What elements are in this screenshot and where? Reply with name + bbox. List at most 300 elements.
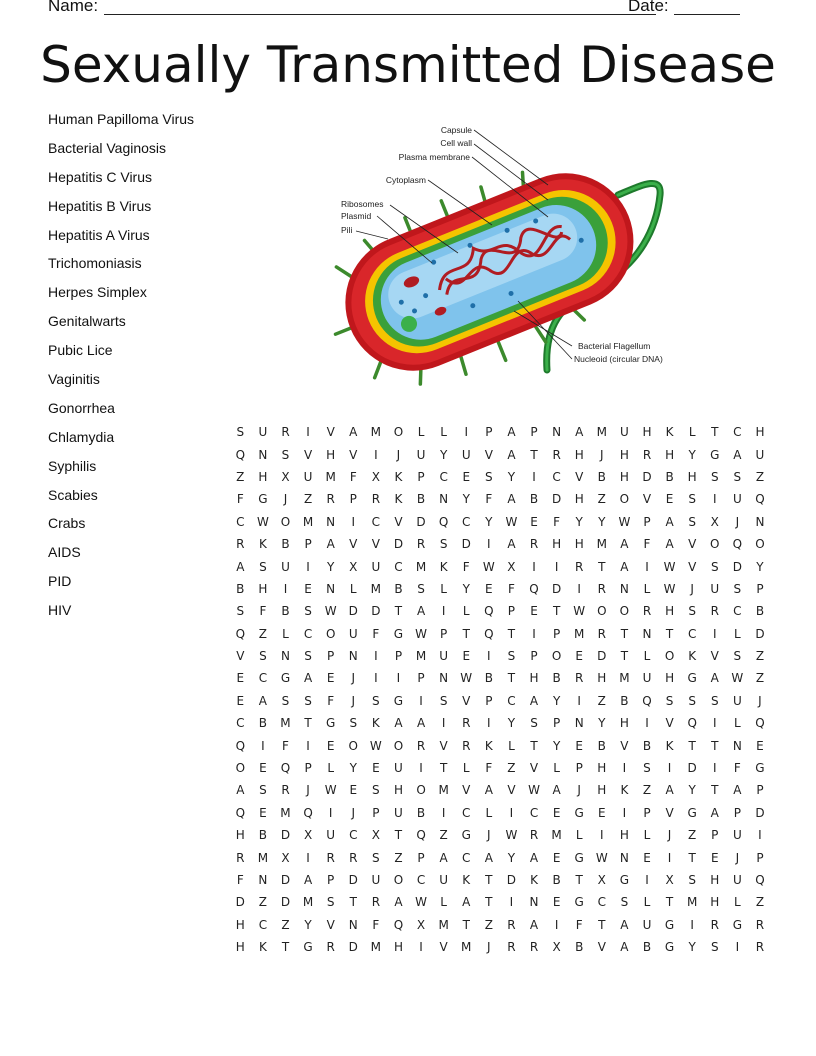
grid-cell[interactable]: I — [690, 917, 694, 932]
grid-cell[interactable]: A — [710, 805, 719, 820]
grid-cell[interactable]: M — [302, 895, 314, 910]
grid-cell[interactable]: X — [281, 850, 290, 865]
grid-cell[interactable]: G — [574, 805, 584, 820]
grid-cell[interactable]: A — [552, 783, 561, 798]
grid-cell[interactable]: Q — [755, 716, 765, 731]
grid-cell[interactable]: G — [755, 761, 765, 776]
grid-cell[interactable]: T — [485, 873, 493, 887]
grid-cell[interactable]: E — [236, 693, 245, 708]
grid-cell[interactable]: H — [642, 425, 652, 440]
grid-cell[interactable]: J — [735, 850, 740, 865]
grid-cell[interactable]: Q — [235, 805, 246, 820]
grid-cell[interactable]: Z — [507, 761, 516, 776]
grid-cell[interactable]: A — [439, 850, 448, 865]
grid-cell[interactable]: S — [281, 693, 290, 708]
grid-cell[interactable]: F — [349, 469, 357, 484]
grid-cell[interactable]: G — [461, 828, 471, 843]
grid-cell[interactable]: E — [372, 761, 380, 776]
grid-cell[interactable]: W — [618, 514, 631, 529]
grid-cell[interactable]: A — [575, 425, 584, 440]
grid-cell[interactable]: M — [415, 559, 427, 574]
grid-cell[interactable]: I — [487, 649, 491, 664]
grid-cell[interactable]: D — [642, 469, 652, 484]
grid-cell[interactable]: B — [416, 805, 426, 820]
grid-cell[interactable]: H — [710, 895, 720, 910]
grid-cell[interactable]: V — [529, 761, 539, 776]
grid-cell[interactable]: F — [327, 693, 335, 708]
grid-cell[interactable]: N — [642, 626, 652, 641]
grid-cell[interactable]: T — [439, 761, 448, 776]
grid-cell[interactable]: C — [394, 559, 403, 574]
grid-cell[interactable]: V — [439, 940, 448, 955]
grid-cell[interactable]: J — [600, 447, 604, 462]
grid-cell[interactable]: B — [394, 581, 403, 596]
grid-cell[interactable]: T — [665, 626, 674, 641]
grid-cell[interactable]: S — [620, 895, 629, 910]
grid-cell[interactable]: E — [598, 805, 606, 820]
grid-cell[interactable]: T — [507, 626, 516, 641]
grid-cell[interactable]: L — [575, 828, 583, 843]
grid-cell[interactable]: B — [529, 492, 539, 507]
grid-cell[interactable]: F — [485, 492, 493, 507]
grid-cell[interactable]: V — [349, 447, 358, 462]
grid-cell[interactable]: S — [688, 492, 696, 507]
grid-cell[interactable]: Y — [688, 783, 696, 798]
grid-cell[interactable]: B — [642, 738, 652, 753]
grid-cell[interactable]: K — [484, 738, 493, 753]
grid-cell[interactable]: H — [326, 447, 336, 462]
grid-cell[interactable]: M — [596, 425, 607, 440]
grid-cell[interactable]: W — [369, 738, 382, 753]
grid-cell[interactable]: J — [351, 671, 356, 686]
grid-cell[interactable]: D — [551, 581, 562, 596]
grid-cell[interactable]: S — [688, 604, 696, 619]
grid-cell[interactable]: M — [596, 537, 607, 552]
grid-cell[interactable]: U — [326, 828, 336, 843]
grid-cell[interactable]: L — [643, 895, 651, 910]
grid-cell[interactable]: I — [306, 850, 310, 865]
grid-cell[interactable]: E — [326, 671, 335, 686]
grid-cell[interactable]: X — [665, 873, 674, 887]
grid-cell[interactable]: J — [283, 492, 288, 507]
grid-cell[interactable]: L — [508, 738, 515, 753]
grid-cell[interactable]: K — [530, 873, 538, 887]
grid-cell[interactable]: M — [551, 828, 562, 843]
grid-cell[interactable]: U — [710, 581, 720, 596]
grid-cell[interactable]: I — [283, 581, 288, 596]
grid-cell[interactable]: E — [552, 805, 561, 820]
grid-cell[interactable]: H — [235, 828, 245, 843]
grid-cell[interactable]: W — [573, 604, 586, 619]
grid-cell[interactable]: T — [462, 626, 470, 641]
grid-cell[interactable]: O — [235, 761, 246, 776]
grid-cell[interactable]: N — [258, 873, 268, 887]
grid-cell[interactable]: R — [371, 492, 381, 507]
grid-cell[interactable]: D — [687, 761, 697, 776]
grid-cell[interactable]: D — [755, 626, 765, 641]
grid-cell[interactable]: C — [462, 850, 471, 865]
grid-cell[interactable]: S — [439, 693, 448, 708]
grid-cell[interactable]: Q — [687, 716, 697, 731]
grid-cell[interactable]: O — [393, 738, 404, 753]
grid-cell[interactable]: I — [667, 850, 672, 865]
grid-cell[interactable]: H — [619, 828, 629, 843]
grid-cell[interactable]: V — [575, 469, 584, 484]
grid-cell[interactable]: O — [325, 626, 336, 641]
grid-cell[interactable]: B — [236, 581, 245, 596]
grid-cell[interactable]: A — [416, 604, 426, 619]
grid-cell[interactable]: R — [281, 783, 290, 798]
grid-cell[interactable]: F — [733, 761, 741, 776]
grid-cell[interactable]: N — [348, 649, 358, 664]
grid-cell[interactable]: H — [258, 469, 268, 484]
grid-cell[interactable]: H — [597, 671, 607, 686]
grid-cell[interactable]: X — [349, 559, 358, 574]
grid-cell[interactable]: E — [304, 581, 312, 596]
grid-cell[interactable]: L — [553, 761, 560, 776]
grid-cell[interactable]: I — [306, 425, 310, 440]
grid-cell[interactable]: R — [462, 716, 471, 731]
grid-cell[interactable]: C — [733, 425, 742, 440]
grid-cell[interactable]: E — [462, 469, 471, 484]
grid-cell[interactable]: H — [710, 873, 720, 887]
grid-cell[interactable]: S — [372, 850, 380, 865]
grid-cell[interactable]: A — [326, 537, 335, 552]
grid-cell[interactable]: H — [552, 537, 562, 552]
grid-cell[interactable]: D — [506, 873, 517, 887]
grid-cell[interactable]: Z — [597, 693, 606, 708]
grid-cell[interactable]: G — [664, 917, 675, 932]
grid-cell[interactable]: M — [370, 425, 382, 440]
grid-cell[interactable]: C — [236, 716, 245, 731]
grid-cell[interactable]: A — [303, 873, 313, 887]
grid-cell[interactable]: E — [530, 604, 538, 619]
grid-cell[interactable]: O — [664, 649, 675, 664]
grid-cell[interactable]: I — [645, 559, 649, 574]
grid-cell[interactable]: A — [507, 447, 516, 462]
grid-cell[interactable]: L — [734, 716, 741, 731]
grid-cell[interactable]: E — [259, 805, 267, 820]
grid-cell[interactable]: E — [710, 850, 719, 865]
grid-cell[interactable]: M — [302, 514, 314, 529]
grid-cell[interactable]: F — [236, 492, 244, 507]
grid-cell[interactable]: T — [552, 604, 561, 619]
grid-cell[interactable]: W — [505, 514, 518, 529]
grid-cell[interactable]: S — [507, 649, 516, 664]
grid-cell[interactable]: C — [552, 469, 561, 484]
grid-cell[interactable]: Y — [552, 693, 561, 708]
grid-cell[interactable]: H — [665, 604, 675, 619]
grid-cell[interactable]: C — [416, 873, 426, 887]
grid-cell[interactable]: I — [577, 581, 581, 596]
grid-cell[interactable]: D — [371, 604, 381, 619]
grid-cell[interactable]: Z — [597, 492, 606, 507]
grid-cell[interactable]: L — [417, 425, 425, 440]
grid-cell[interactable]: T — [394, 828, 403, 843]
grid-cell[interactable]: Z — [755, 895, 765, 910]
grid-cell[interactable]: V — [665, 716, 674, 731]
grid-cell[interactable]: A — [620, 940, 629, 955]
grid-cell[interactable]: V — [597, 940, 606, 955]
grid-cell[interactable]: B — [281, 537, 290, 552]
grid-cell[interactable]: A — [529, 850, 539, 865]
grid-cell[interactable]: K — [620, 783, 629, 798]
grid-cell[interactable]: R — [529, 537, 539, 552]
grid-cell[interactable]: H — [755, 425, 765, 440]
grid-cell[interactable]: C — [529, 805, 539, 820]
grid-cell[interactable]: R — [552, 447, 561, 462]
grid-cell[interactable]: P — [304, 761, 312, 776]
grid-cell[interactable]: X — [597, 873, 606, 887]
grid-cell[interactable]: Y — [507, 469, 516, 484]
grid-cell[interactable]: T — [598, 917, 606, 932]
grid-cell[interactable]: I — [645, 716, 649, 731]
grid-cell[interactable]: U — [619, 425, 629, 440]
grid-cell[interactable]: A — [236, 559, 245, 574]
grid-cell[interactable]: H — [597, 783, 607, 798]
grid-cell[interactable]: Y — [485, 514, 493, 529]
grid-cell[interactable]: F — [282, 738, 289, 753]
grid-cell[interactable]: C — [303, 626, 313, 641]
grid-cell[interactable]: C — [597, 895, 606, 910]
grid-cell[interactable]: Q — [755, 873, 765, 887]
grid-cell[interactable]: U — [394, 805, 403, 820]
grid-cell[interactable]: N — [619, 850, 629, 865]
grid-cell[interactable]: E — [236, 671, 245, 686]
grid-cell[interactable]: N — [439, 492, 449, 507]
grid-cell[interactable]: Q — [235, 738, 246, 753]
grid-cell[interactable]: A — [394, 716, 403, 731]
grid-cell[interactable]: I — [554, 917, 559, 932]
grid-cell[interactable]: Q — [755, 492, 765, 507]
grid-cell[interactable]: X — [371, 469, 380, 484]
grid-cell[interactable]: Y — [756, 559, 764, 574]
grid-cell[interactable]: S — [259, 649, 267, 664]
grid-cell[interactable]: A — [665, 537, 674, 552]
grid-cell[interactable]: F — [553, 514, 561, 529]
grid-cell[interactable]: Y — [304, 917, 312, 932]
grid-cell[interactable]: H — [529, 671, 539, 686]
grid-cell[interactable]: Z — [258, 626, 267, 641]
grid-cell[interactable]: W — [595, 850, 608, 865]
grid-cell[interactable]: R — [326, 940, 335, 955]
grid-cell[interactable]: A — [507, 537, 516, 552]
grid-cell[interactable]: S — [688, 514, 696, 529]
grid-cell[interactable]: N — [280, 649, 290, 664]
grid-cell[interactable]: B — [642, 940, 652, 955]
grid-cell[interactable]: U — [439, 873, 449, 887]
grid-cell[interactable]: I — [622, 805, 627, 820]
grid-cell[interactable]: S — [710, 940, 719, 955]
grid-cell[interactable]: H — [393, 783, 403, 798]
grid-cell[interactable]: I — [645, 873, 649, 887]
grid-cell[interactable]: K — [462, 873, 471, 887]
grid-cell[interactable]: U — [642, 671, 652, 686]
grid-cell[interactable]: U — [461, 447, 471, 462]
grid-cell[interactable]: Y — [598, 514, 606, 529]
grid-cell[interactable]: G — [326, 716, 336, 731]
grid-cell[interactable]: F — [462, 559, 470, 574]
grid-cell[interactable]: D — [755, 805, 765, 820]
grid-cell[interactable]: N — [755, 514, 765, 529]
grid-cell[interactable]: Z — [439, 828, 448, 843]
grid-cell[interactable]: M — [619, 671, 630, 686]
grid-cell[interactable]: L — [643, 828, 651, 843]
grid-cell[interactable]: Q — [529, 581, 539, 596]
grid-cell[interactable]: I — [532, 559, 536, 574]
grid-cell[interactable]: A — [416, 716, 426, 731]
grid-cell[interactable]: J — [396, 447, 401, 462]
grid-cell[interactable]: Y — [507, 716, 516, 731]
grid-cell[interactable]: I — [532, 469, 536, 484]
grid-cell[interactable]: Q — [303, 805, 313, 820]
grid-cell[interactable]: L — [462, 761, 470, 776]
grid-cell[interactable]: N — [529, 895, 539, 910]
grid-cell[interactable]: R — [462, 738, 471, 753]
grid-cell[interactable]: U — [755, 447, 765, 462]
grid-cell[interactable]: M — [686, 895, 698, 910]
grid-cell[interactable]: R — [642, 447, 652, 462]
grid-cell[interactable]: I — [487, 537, 491, 552]
grid-cell[interactable]: P — [485, 425, 493, 440]
grid-cell[interactable]: I — [509, 805, 514, 820]
grid-cell[interactable]: H — [235, 940, 245, 955]
grid-cell[interactable]: T — [349, 895, 357, 910]
grid-cell[interactable]: B — [281, 604, 290, 619]
grid-cell[interactable]: T — [394, 604, 403, 619]
grid-cell[interactable]: C — [462, 805, 471, 820]
grid-cell[interactable]: L — [440, 581, 447, 596]
grid-cell[interactable]: B — [665, 469, 674, 484]
grid-cell[interactable]: R — [529, 940, 539, 955]
grid-cell[interactable]: H — [619, 716, 629, 731]
grid-cell[interactable]: V — [394, 514, 403, 529]
grid-cell[interactable]: Y — [462, 492, 470, 507]
grid-cell[interactable]: V — [665, 805, 674, 820]
grid-cell[interactable]: E — [530, 514, 538, 529]
grid-cell[interactable]: T — [530, 447, 538, 462]
grid-cell[interactable]: T — [281, 940, 290, 955]
grid-cell[interactable]: R — [349, 850, 358, 865]
grid-cell[interactable]: G — [619, 873, 630, 887]
grid-cell[interactable]: P — [372, 805, 380, 820]
grid-cell[interactable]: I — [374, 649, 378, 664]
grid-cell[interactable]: L — [688, 425, 696, 440]
grid-cell[interactable]: Z — [258, 895, 267, 910]
grid-cell[interactable]: K — [665, 738, 674, 753]
grid-cell[interactable]: U — [394, 761, 403, 776]
grid-cell[interactable]: S — [643, 761, 651, 776]
grid-cell[interactable]: O — [619, 492, 630, 507]
grid-cell[interactable]: C — [236, 514, 245, 529]
grid-cell[interactable]: A — [303, 671, 313, 686]
grid-cell[interactable]: S — [281, 447, 290, 462]
grid-cell[interactable]: T — [620, 649, 629, 664]
grid-cell[interactable]: Z — [281, 917, 290, 932]
grid-cell[interactable]: A — [507, 492, 516, 507]
grid-cell[interactable]: E — [575, 649, 583, 664]
grid-cell[interactable]: Z — [484, 917, 493, 932]
grid-cell[interactable]: W — [324, 783, 337, 798]
grid-cell[interactable]: W — [324, 604, 337, 619]
grid-cell[interactable]: E — [349, 783, 358, 798]
grid-cell[interactable]: J — [577, 783, 581, 798]
grid-cell[interactable]: E — [259, 761, 267, 776]
grid-cell[interactable]: T — [304, 716, 312, 731]
grid-cell[interactable]: Z — [688, 828, 697, 843]
grid-cell[interactable]: X — [710, 514, 719, 529]
grid-cell[interactable]: I — [487, 716, 491, 731]
grid-cell[interactable]: I — [328, 805, 333, 820]
grid-cell[interactable]: S — [439, 537, 448, 552]
grid-cell[interactable]: R — [710, 604, 719, 619]
grid-cell[interactable]: S — [236, 425, 245, 440]
grid-cell[interactable]: S — [326, 895, 335, 910]
grid-cell[interactable]: R — [597, 626, 606, 641]
grid-cell[interactable]: R — [755, 917, 765, 932]
grid-cell[interactable]: T — [711, 738, 719, 753]
grid-cell[interactable]: E — [552, 895, 561, 910]
grid-cell[interactable]: T — [688, 850, 696, 865]
grid-cell[interactable]: R — [416, 537, 426, 552]
grid-cell[interactable]: J — [690, 581, 694, 596]
grid-cell[interactable]: S — [688, 873, 696, 887]
grid-cell[interactable]: P — [485, 693, 493, 708]
grid-cell[interactable]: G — [280, 671, 291, 686]
grid-cell[interactable]: I — [712, 492, 717, 507]
grid-cell[interactable]: Y — [439, 447, 448, 462]
grid-cell[interactable]: S — [259, 783, 267, 798]
grid-cell[interactable]: A — [529, 693, 539, 708]
grid-cell[interactable]: F — [485, 761, 493, 776]
grid-cell[interactable]: I — [667, 761, 672, 776]
grid-cell[interactable]: Q — [280, 761, 291, 776]
grid-cell[interactable]: P — [552, 626, 561, 641]
grid-cell[interactable]: X — [303, 828, 313, 843]
grid-cell[interactable]: I — [758, 828, 762, 843]
grid-cell[interactable]: H — [574, 537, 584, 552]
grid-cell[interactable]: K — [439, 559, 448, 574]
grid-cell[interactable]: Y — [552, 738, 561, 753]
grid-cell[interactable]: A — [620, 537, 629, 552]
grid-cell[interactable]: A — [349, 425, 358, 440]
grid-cell[interactable]: S — [304, 649, 312, 664]
grid-cell[interactable]: L — [349, 581, 357, 596]
grid-cell[interactable]: O — [393, 425, 404, 440]
grid-cell[interactable]: P — [756, 581, 764, 596]
grid-cell[interactable]: R — [371, 895, 381, 910]
grid-cell[interactable]: S — [372, 783, 380, 798]
grid-cell[interactable]: U — [732, 492, 742, 507]
grid-cell[interactable]: M — [370, 940, 382, 955]
grid-cell[interactable]: V — [349, 537, 358, 552]
grid-cell[interactable]: W — [505, 828, 518, 843]
grid-cell[interactable]: C — [462, 514, 471, 529]
name-blank-line[interactable] — [104, 14, 656, 15]
grid-cell[interactable]: H — [687, 469, 697, 484]
grid-cell[interactable]: A — [620, 559, 629, 574]
grid-cell[interactable]: M — [438, 783, 449, 798]
grid-cell[interactable]: J — [735, 514, 740, 529]
grid-cell[interactable]: N — [574, 716, 584, 731]
grid-cell[interactable]: S — [530, 716, 538, 731]
grid-cell[interactable]: H — [665, 447, 675, 462]
grid-cell[interactable]: A — [710, 671, 719, 686]
grid-cell[interactable]: P — [417, 469, 425, 484]
grid-cell[interactable]: A — [733, 783, 742, 798]
grid-cell[interactable]: O — [551, 649, 562, 664]
grid-cell[interactable]: D — [280, 873, 291, 887]
